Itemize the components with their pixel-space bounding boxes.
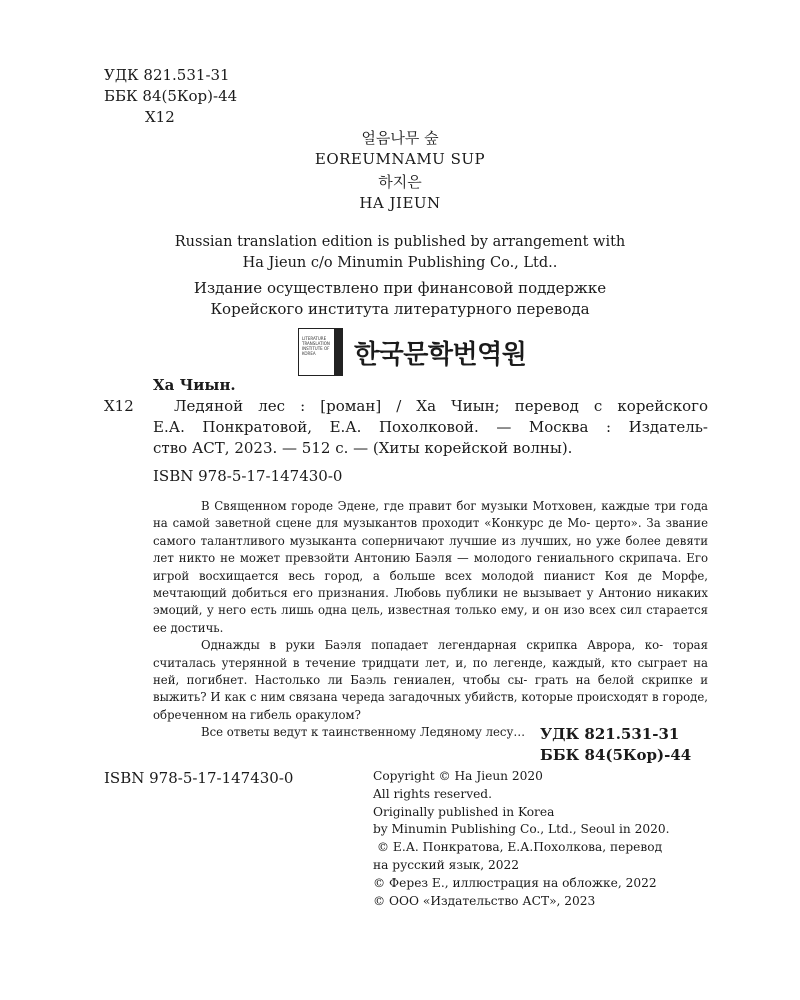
arrangement-line-1: Russian translation edition is published by arrangement with (174, 234, 626, 250)
support-line-2: Корейского института литературного перевода (210, 300, 590, 318)
author-sign: Х12 (145, 108, 175, 126)
copyright-block (373, 768, 670, 910)
arrangement-line-2: Ha Jieun c/o Minumin Publishing Co., Ltd.. (242, 255, 558, 271)
udk-code-bottom: УДК 821.531-31 (540, 725, 680, 743)
copyright-line: Copyright © Ha Jieun 2020 (373, 769, 543, 783)
support-line-1: Издание осуществлено при финансовой поддержке (193, 279, 607, 297)
copyright-line: © Е.А. Понкратова, Е.А.Похолкова, перевод (373, 840, 663, 855)
udk-code: УДК 821.531-31 (104, 66, 230, 84)
logo-text: 한국문학번역원 (354, 340, 527, 370)
title-korean: 얼음나무 숲 (361, 129, 439, 147)
logo-mark-text: LITERATURE TRANSLATION INSTITUTE OF KOREA (302, 336, 330, 356)
author-roman: HA JIEUN (359, 194, 441, 212)
copyright-line: на русский язык, 2022 (373, 857, 520, 872)
bib-sign: Х12 (104, 397, 134, 415)
annotation (153, 498, 708, 742)
bbk-code-bottom: ББК 84(5Кор)-44 (540, 746, 692, 764)
bib-author-heading: Ха Чиын. (153, 376, 236, 394)
annotation-paragraph: Однажды в руки Баэля попадает легендарная скрипка Аврора, ко- торая считалась утерянной в течение тридцати лет, и, по легенде, каждый, кто сыграет на ней, погибнет. Настолько ли Баэль гениален, чтобы сы- грать на белой скрипке и выжить? И как с ним связана череда загадочных убийств, которые происходят в городе, обреченном на гибель оракулом? (153, 638, 709, 722)
institute-logo (298, 328, 528, 378)
bib-line-1: Ледяной лес : [роман] / Ха Чиын; перевод с корейского (174, 397, 708, 415)
title-roman: EOREUMNAMU SUP (314, 150, 486, 168)
annotation-paragraph: Все ответы ведут к таинственному Ледяному лесу… (201, 725, 526, 740)
author-korean: 하지은 (378, 173, 422, 191)
ltik-logo-icon (298, 328, 342, 376)
bib-line-2: Е.А. Понкратовой, Е.А. Похолковой. — Москва : Издатель- (153, 418, 708, 436)
isbn-bottom: ISBN 978-5-17-147430-0 (104, 769, 294, 787)
bib-isbn: ISBN 978-5-17-147430-0 (153, 467, 343, 485)
copyright-line: by Minumin Publishing Co., Ltd., Seoul in 2020. (373, 822, 670, 837)
copyright-line: Originally published in Korea (373, 804, 555, 819)
annotation-paragraph: В Священном городе Эдене, где правит бог музыки Мотховен, каждые три года на самой заветной сцене для музыкантов проходит «Конкурс де Мо- церто». За звание самого талантливого музыканта соперничают лучшие из лучших, но уже более девяти лет никто не может превзойти Антонию Баэля — молодого гениального скрипача. Его игрой восхищается весь город, а больше всех молодой пианист Коя де Морфе, мечтающий добиться его признания. Любовь публики не вызывает у Антонио никаких эмоций, у него есть лишь одна цель, известная только ему, и он изо всех сил старается ее достичь. (153, 499, 709, 635)
copyright-line: © ООО «Издательство АСТ», 2023 (373, 893, 596, 908)
copyright-line: All rights reserved. (373, 786, 492, 801)
bbk-code: ББК 84(5Кор)-44 (104, 87, 238, 105)
bib-line-3: ство АСТ, 2023. — 512 с. — (Хиты корейской волны). (153, 439, 573, 457)
copyright-line: © Ферез Е., иллюстрация на обложке, 2022 (373, 875, 657, 890)
